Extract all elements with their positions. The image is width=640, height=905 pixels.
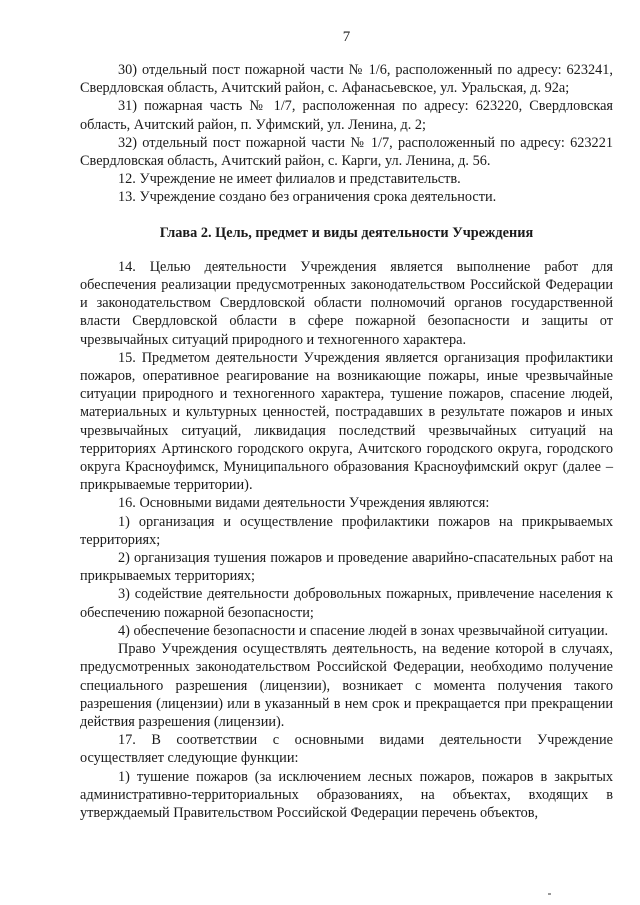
paragraph-item-30: 30) отдельный пост пожарной части № 1/6, расположенный по адресу: 623241, Свердловская область, Ачитский район, с. Афанасьевское, ул. Уральская, д. 92а; [80,62,613,97]
paragraph-item-31: 31) пожарная часть № 1/7, расположенная по адресу: 623220, Свердловская область, Ачитский район, п. Уфимский, ул. Ленина, д. 2; [80,98,613,133]
paragraph-activity-4: 4) обеспечение безопасности и спасение людей в зонах чрезвычайной ситуации. [118,622,609,639]
paragraph-function-1: 1) тушение пожаров (за исключением лесных пожаров, пожаров в закрытых административно-территориальных образованиях, на объектах, входящих в утверждаемый Правительством Российской Федерации перечень объектов, [80,768,613,821]
paragraph-clause-14: 14. Целью деятельности Учреждения является выполнение работ для обеспечения реализации предусмотренных законодательством Российской Федерации и законодательством Свердловской области полномочий органов государственной власти Свердловской области в сфере пожарной безопасности и защиты от чрезвычайных ситуаций природного и техногенного характера. [80,258,613,348]
paragraph-clause-17: 17. В соответствии с основными видами деятельности Учреждение осуществляет следующие функции: [80,732,613,767]
paragraph-clause-13: 13. Учреждение создано без ограничения срока деятельности. [118,189,497,206]
paragraph-item-32: 32) отдельный пост пожарной части № 1/7, расположенный по адресу: 623221 Свердловская область, Ачитский район, с. Карги, ул. Ленина, д. 56. [80,134,613,170]
paragraph-activity-3: 3) содействие деятельности добровольных пожарных, привлечение населения к обеспечению пожарной безопасности; [80,586,613,621]
paragraph-license-right: Право Учреждения осуществлять деятельность, на ведение которой в случаях, предусмотренных законодательством Российской Федерации, необходимо получение специального разрешения (лицензии), возникает с момента получения такого разрешения (лицензии) или в указанный в нем срок и прекращается при прекращении действия разрешения (лицензии). [80,641,613,730]
scan-artifact [548,893,551,895]
chapter-heading: Глава 2. Цель, предмет и виды деятельности Учреждения [159,224,534,241]
paragraph-clause-12: 12. Учреждение не имеет филиалов и представительств. [118,171,461,188]
paragraph-clause-16: 16. Основными видами деятельности Учреждения являются: [118,495,490,512]
page-number: 7 [342,29,351,45]
paragraph-clause-15: 15. Предметом деятельности Учреждения является организация профилактики пожаров, оперативное реагирование на возникающие пожары, иные чрезвычайные ситуации природного и техногенного характера, тушение пожаров, спасение людей, материальных и культурных ценностей, пострадавших в результате пожаров и иных чрезвычайных ситуаций, ликвидация последствий чрезвычайных ситуаций на территориях Артинского городского округа, Ачитского городского округа, городского округа Красноуфимск, Муниципального образования Красноуфимский округ (далее – прикрываемые территории). [80,349,613,494]
paragraph-activity-2: 2) организация тушения пожаров и проведение аварийно-спасательных работ на прикрываемых территориях; [80,550,613,585]
paragraph-activity-1: 1) организация и осуществление профилактики пожаров на прикрываемых территориях; [80,513,613,548]
